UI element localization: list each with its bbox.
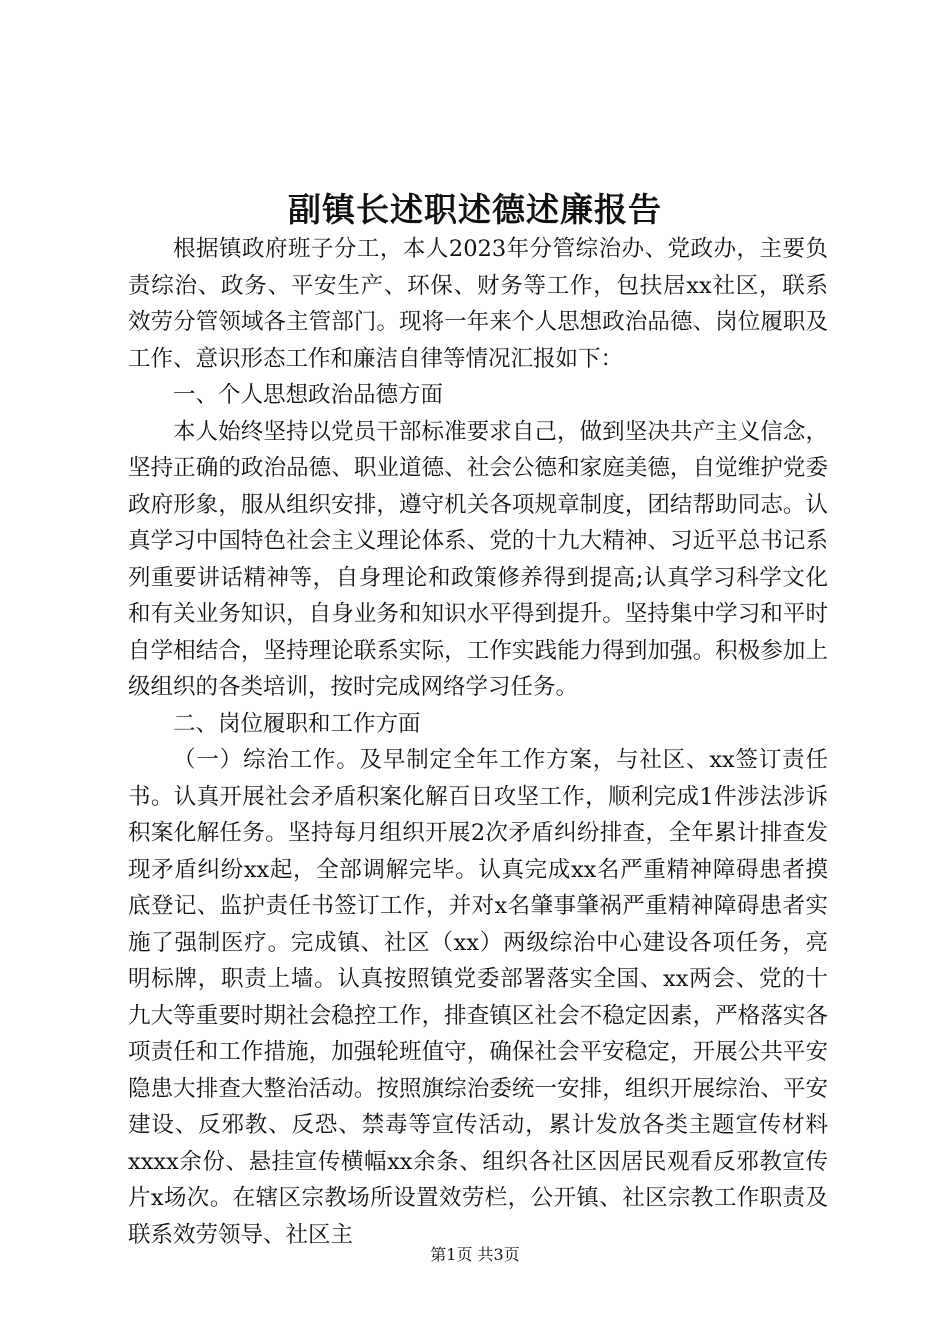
- paragraph-comprehensive-governance: （一）综治工作。及早制定全年工作方案，与社区、xx签订责任书。认真开展社会矛盾积案化解百日攻坚工作，顺利完成1件涉法涉诉积案化解任务。坚持每月组织开展2次矛盾纠纷排查，全年累计排查发现矛盾纠纷xx起，全部调解完毕。认真完成xx名严重精神障碍患者摸底登记、监护责任书签订工作，并对x名肇事肇祸严重精神障碍患者实施了强制医疗。完成镇、社区（xx）两级综治中心建设各项任务，亮明标牌，职责上墙。认真按照镇党委部署落实全国、xx两会、党的十九大等重要时期社会稳控工作，排查镇区社会不稳定因素，严格落实各项责任和工作措施，加强轮班值守，确保社会平安稳定，开展公共平安隐患大排查大整治活动。按照旗综治委统一安排，组织开展综治、平安建设、反邪教、反恐、禁毒等宣传活动，累计发放各类主题宣传材料xxxx余份、悬挂宣传横幅xx余条、组织各社区因居民观看反邪教宣传片x场次。在辖区宗教场所设置效劳栏，公开镇、社区宗教工作职责及联系效劳领导、社区主: [128, 747, 828, 1248]
- paragraph-political-character: 本人始终坚持以党员干部标准要求自己，做到坚决共产主义信念，坚持正确的政治品德、职业道德、社会公德和家庭美德，自觉维护党委政府形象，服从组织安排，遵守机关各项规章制度，团结帮助同志。认真学习中国特色社会主义理论体系、党的十九大精神、习近平总书记系列重要讲话精神等，自身理论和政策修养得到提高;认真学习科学文化和有关业务知识，自身业务和知识水平得到提升。坚持集中学习和平时自学相结合，坚持理论联系实际，工作实践能力得到加强。积极参加上级组织的各类培训，按时完成网络学习任务。: [128, 418, 828, 700]
- document-title: 副镇长述职述德述廉报告: [288, 190, 662, 229]
- section-heading-2: 二、岗位履职和工作方面: [173, 710, 421, 737]
- paragraph-intro: 根据镇政府班子分工，本人2023年分管综治办、党政办，主要负责综治、政务、平安生产、环保、财务等工作，包扶居xx社区，联系效劳分管领域各主管部门。现将一年来个人思想政治品德、岗位履职及工作、意识形态工作和廉洁自律等情况汇报如下：: [128, 236, 828, 372]
- document-body: [128, 231, 828, 1253]
- page-footer: 第1页 共3页: [430, 1245, 520, 1264]
- section-heading-1: 一、个人思想政治品德方面: [173, 382, 444, 408]
